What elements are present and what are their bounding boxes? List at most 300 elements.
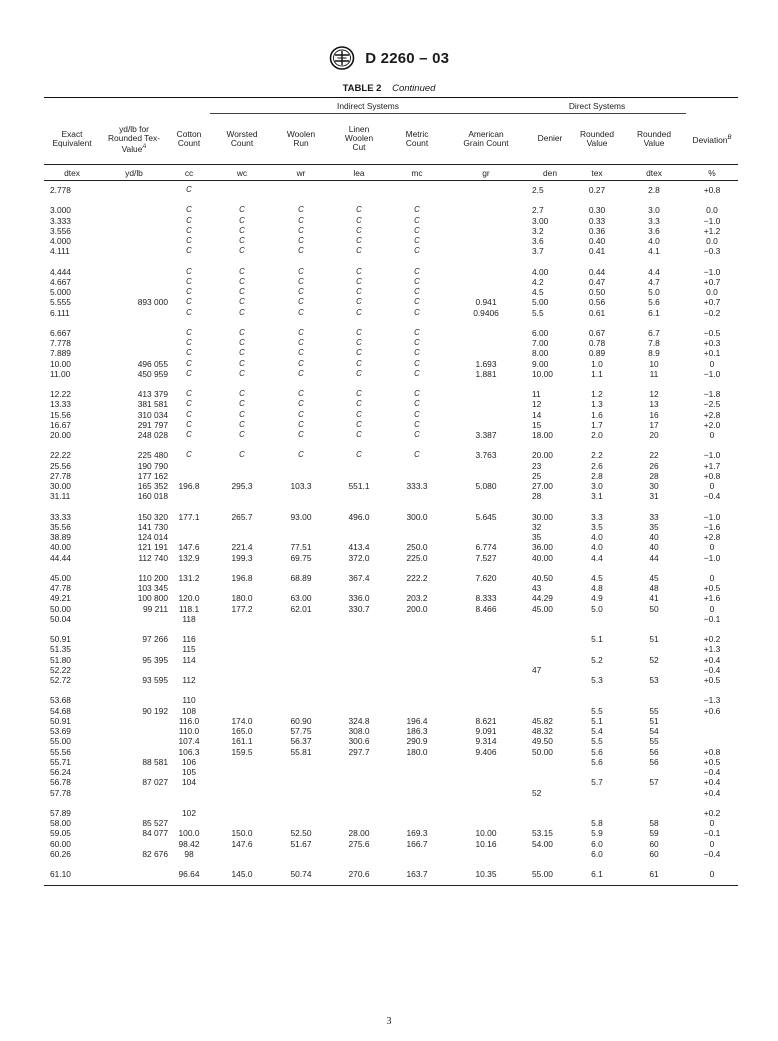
table-cell-den: 23 <box>532 460 542 471</box>
table-cell-den: 28 <box>532 491 542 502</box>
unit-label-tex: tex <box>591 168 603 178</box>
table-cell-dtex_exact: 58.00 <box>50 818 71 828</box>
table-cell-dtex_exact: 33.33 <box>50 511 71 522</box>
table-cell-lea: 330.7 <box>348 603 370 614</box>
table-cell-lea: 324.8 <box>348 715 370 726</box>
column-header-cc <box>168 130 210 148</box>
column-header-text: Cotton <box>176 129 202 139</box>
table-cell-tex: 0.89 <box>588 348 606 359</box>
table-cell-dtex_exact: 53.68 <box>50 695 71 706</box>
table-cell-dtex_exact: 38.89 <box>50 532 71 542</box>
table-cell-dev: 0.0 <box>706 205 718 216</box>
table-cell-dev: +0.6 <box>703 705 721 716</box>
column-header-tex <box>572 130 622 148</box>
table-cell-dtex_r: 54 <box>649 726 659 736</box>
table-cell-lea: C <box>356 287 362 296</box>
table-cell-cc: 115 <box>182 644 196 655</box>
table-cell-cc: C <box>186 399 192 409</box>
table-cell-wr: 57.75 <box>290 726 312 736</box>
table-cell-wr: C <box>298 430 304 439</box>
table-cell-lea: C <box>356 419 362 429</box>
table-cell-dev: 0 <box>709 869 715 879</box>
table-cell-wc: 265.7 <box>231 511 253 522</box>
table-cell-cc: 96.64 <box>178 869 200 879</box>
table-cell-lea: C <box>356 205 362 215</box>
table-cell-wc: 221.4 <box>231 542 253 553</box>
table-bottom-rule <box>44 885 738 886</box>
table-cell-tex: 1.1 <box>591 368 603 379</box>
table-cell-dev: +0.3 <box>703 338 721 348</box>
table-cell-tex: 3.3 <box>591 511 603 522</box>
table-cell-mc: C <box>414 205 420 215</box>
table-cell-cc: C <box>186 215 192 225</box>
table-cell-dev: −1.6 <box>703 521 721 532</box>
table-cell-dtex_exact: 2.778 <box>50 185 71 195</box>
table-cell-dev: 0 <box>709 430 715 440</box>
table-cell-den: 3.00 <box>532 215 549 226</box>
table-cell-dev: −1.0 <box>703 450 721 461</box>
table-cell-cc: C <box>186 276 192 286</box>
table-cell-wc: C <box>239 399 245 409</box>
table-cell-mc: 163.7 <box>406 869 428 879</box>
table-cell-tex: 4.8 <box>591 583 603 593</box>
table-cell-ydlb: 87 027 <box>142 777 168 788</box>
table-cell-den: 2.7 <box>532 205 544 216</box>
table-cell-dtex_r: 60 <box>649 838 659 849</box>
table-cell-tex: 4.0 <box>591 542 603 553</box>
table-cell-lea: C <box>356 307 362 317</box>
table-cell-den: 44.29 <box>532 593 553 604</box>
table-cell-dtex_r: 3.0 <box>648 205 660 216</box>
table-cell-dev: +0.5 <box>703 756 721 767</box>
table-cell-mc: C <box>414 297 420 307</box>
table-cell-dev: +2.0 <box>703 419 721 430</box>
table-cell-dtex_r: 20 <box>649 430 659 440</box>
table-cell-wc: C <box>239 327 245 337</box>
table-cell-dtex_exact: 4.667 <box>50 276 71 287</box>
table-cell-tex: 4.4 <box>591 552 603 563</box>
column-header-text: yd/lb for <box>119 124 149 134</box>
table-cell-dtex_r: 55 <box>649 736 659 747</box>
table-cell-dtex_exact: 6.667 <box>50 327 71 338</box>
table-cell-dtex_r: 6.7 <box>648 327 660 338</box>
table-cell-dev: +0.5 <box>703 675 721 685</box>
footnote-marker: B <box>727 135 732 141</box>
table-cell-tex: 5.4 <box>591 726 603 736</box>
table-cell-mc: 166.7 <box>406 838 428 849</box>
table-cell-lea: 336.0 <box>348 593 370 604</box>
table-cell-lea: C <box>356 348 362 358</box>
table-cell-dtex_r: 48 <box>649 583 659 593</box>
table-cell-dev: −0.2 <box>703 307 721 318</box>
table-cell-mc: C <box>414 338 420 347</box>
table-cell-dtex_r: 51 <box>649 634 659 644</box>
table-cell-lea: 275.6 <box>348 838 370 849</box>
table-cell-den: 52 <box>532 787 542 798</box>
column-header-den <box>528 134 572 143</box>
table-cell-dtex_exact: 50.00 <box>50 603 71 614</box>
column-header-text: Cut <box>352 142 366 153</box>
table-cell-ydlb: 496 055 <box>137 358 168 369</box>
table-cell-dtex_r: 17 <box>649 419 659 430</box>
table-cell-cc: C <box>186 409 192 419</box>
table-cell-gr: 7.620 <box>475 572 497 583</box>
footnote-marker: A <box>142 144 147 151</box>
table-cell-dtex_r: 3.6 <box>648 225 660 236</box>
table-cell-gr: 10.16 <box>475 838 497 849</box>
direct-systems-header: Direct Systems <box>568 101 626 111</box>
table-cell-lea: 300.6 <box>348 736 370 747</box>
table-cell-den: 55.00 <box>532 869 553 879</box>
unit-label-dev: % <box>708 168 716 178</box>
table-cell-tex: 5.1 <box>591 715 603 726</box>
table-cell-mc: C <box>414 246 420 256</box>
table-cell-dtex_exact: 51.80 <box>50 654 71 665</box>
table-cell-dtex_r: 51 <box>649 715 659 726</box>
table-cell-dev: +0.4 <box>703 654 721 665</box>
table-cell-dtex_r: 26 <box>649 460 659 471</box>
table-cell-dtex_r: 8.9 <box>648 348 660 359</box>
table-cell-wc: C <box>239 409 245 419</box>
table-cell-dev: −2.5 <box>703 399 721 410</box>
table-cell-dtex_r: 4.4 <box>648 266 660 277</box>
table-cell-lea: 270.6 <box>348 869 370 879</box>
table-cell-wc: C <box>239 276 245 286</box>
table-cell-dtex_exact: 50.04 <box>50 613 71 624</box>
table-cell-lea: 496.0 <box>348 511 370 522</box>
table-cell-gr: 10.00 <box>475 828 497 839</box>
table-cell-ydlb: 99 211 <box>143 603 168 614</box>
document-header <box>0 46 778 70</box>
table-cell-ydlb: 225 480 <box>137 450 168 461</box>
table-cell-den: 18.00 <box>532 430 553 440</box>
table-cell-wr: C <box>298 368 304 378</box>
table-cell-dtex_exact: 57.78 <box>50 787 71 798</box>
table-cell-cc: 104 <box>182 777 196 788</box>
table-cell-wc: C <box>239 430 245 439</box>
table-cell-dtex_exact: 54.68 <box>50 705 71 716</box>
table-cell-tex: 4.0 <box>591 532 603 542</box>
table-cell-den: 5.00 <box>532 297 549 308</box>
table-cell-dtex_r: 53 <box>649 675 659 685</box>
table-cell-wr: 56.37 <box>290 736 312 747</box>
table-cell-cc: C <box>186 266 192 276</box>
table-cell-dev: +0.8 <box>703 746 721 757</box>
table-cell-dtex_exact: 5.000 <box>50 287 71 297</box>
table-cell-gr: 3.387 <box>475 430 497 440</box>
table-cell-mc: C <box>414 348 420 358</box>
column-header-wc <box>210 130 274 148</box>
table-cell-wr: 69.75 <box>290 552 312 563</box>
table-cell-dev: −1.8 <box>703 389 721 399</box>
table-cell-den: 35 <box>532 532 542 542</box>
table-cell-lea: 297.7 <box>348 746 370 757</box>
column-header-text: Count <box>405 138 429 149</box>
table-cell-wc: C <box>239 358 245 368</box>
table-cell-wr: C <box>298 297 304 307</box>
table-cell-mc: C <box>414 307 420 317</box>
table-cell-cc: 110 <box>182 695 196 706</box>
table-cell-mc: 203.2 <box>406 593 428 604</box>
table-cell-dev: +0.2 <box>703 807 721 818</box>
table-cell-dtex_r: 2.8 <box>648 185 660 195</box>
table-cell-ydlb: 93 595 <box>142 675 168 685</box>
table-cell-cc: C <box>186 205 192 215</box>
table-cell-den: 30.00 <box>532 511 553 522</box>
table-cell-cc: C <box>186 307 192 317</box>
table-cell-tex: 2.0 <box>591 430 603 440</box>
table-cell-wc: 165.0 <box>231 726 253 736</box>
table-cell-cc: 112 <box>182 675 196 685</box>
table-cell-den: 14 <box>532 409 542 420</box>
table-cell-dtex_r: 52 <box>649 654 659 665</box>
unit-label-wc: wc <box>236 168 248 178</box>
table-cell-gr: 9.091 <box>475 726 497 736</box>
table-cell-wr: C <box>298 338 304 347</box>
table-cell-den: 49.50 <box>532 736 553 747</box>
table-cell-lea: C <box>356 215 362 225</box>
table-cell-dtex_r: 44 <box>649 552 659 563</box>
table-cell-ydlb: 141 730 <box>137 521 168 532</box>
table-cell-dtex_exact: 4.000 <box>50 236 71 246</box>
table-cell-tex: 4.9 <box>591 593 603 604</box>
table-cell-tex: 5.0 <box>591 603 603 614</box>
table-cell-dtex_exact: 6.111 <box>50 307 70 318</box>
table-cell-den: 7.00 <box>532 338 549 348</box>
table-cell-wc: 174.0 <box>231 715 253 726</box>
table-cell-dtex_r: 10 <box>649 358 659 369</box>
table-cell-ydlb: 95 395 <box>142 654 168 665</box>
table-cell-gr: 6.774 <box>475 542 497 553</box>
column-header-text: Woolen <box>286 129 316 139</box>
table-cell-dtex_exact: 10.00 <box>50 358 71 369</box>
table-cell-dtex_r: 11 <box>649 368 659 379</box>
table-cell-cc: C <box>186 225 192 235</box>
table-cell-dev: −1.0 <box>703 215 721 226</box>
table-cell-dev: +1.2 <box>703 225 721 236</box>
table-cell-lea: C <box>356 450 362 460</box>
table-cell-dtex_exact: 20.00 <box>50 430 71 440</box>
table-cell-dtex_r: 7.8 <box>648 338 660 348</box>
table-cell-gr: 0.941 <box>475 297 497 308</box>
table-cell-tex: 0.47 <box>588 276 606 287</box>
indirect-systems-rule <box>210 113 528 114</box>
table-cell-dtex_r: 28 <box>649 470 659 481</box>
table-cell-dtex_r: 5.6 <box>648 297 660 308</box>
table-cell-dtex_r: 41 <box>649 593 659 604</box>
table-cell-dtex_r: 40 <box>649 542 659 553</box>
table-cell-wc: C <box>239 307 245 317</box>
table-cell-dtex_exact: 55.00 <box>50 736 71 747</box>
table-cell-dtex_exact: 51.35 <box>50 644 71 655</box>
column-header-text: Worsted <box>226 129 258 139</box>
table-cell-tex: 0.67 <box>588 327 606 338</box>
table-cell-wr: C <box>298 358 304 368</box>
table-cell-ydlb: 893 000 <box>137 297 168 308</box>
table-cell-lea: C <box>356 327 362 337</box>
table-cell-dev: −0.4 <box>703 848 721 859</box>
table-cell-dtex_r: 13 <box>649 399 659 410</box>
table-cell-wr: C <box>298 409 304 419</box>
table-cell-cc: C <box>186 450 192 460</box>
table-cell-dtex_r: 45 <box>649 572 659 583</box>
table-cell-cc: 118.1 <box>178 603 200 614</box>
table-cell-den: 8.00 <box>532 348 549 359</box>
table-cell-wr: 103.3 <box>290 481 312 491</box>
table-cell-tex: 5.1 <box>591 634 603 644</box>
table-cell-wr: 68.89 <box>290 572 312 583</box>
table-cell-wc: 199.3 <box>231 552 253 563</box>
table-cell-dev: 0 <box>709 572 715 583</box>
table-cell-dev: +1.6 <box>703 593 721 604</box>
table-cell-mc: C <box>414 430 420 439</box>
table-cell-dev: −0.1 <box>703 613 721 624</box>
table-cell-cc: 116.0 <box>178 715 200 726</box>
column-header-gr <box>444 130 528 148</box>
table-cell-lea: C <box>356 338 362 347</box>
table-cell-den: 50.00 <box>532 746 553 757</box>
table-cell-den: 40.00 <box>532 552 553 563</box>
table-cell-wc: C <box>239 338 245 347</box>
units-divider <box>44 180 738 181</box>
column-header-text: Exact <box>61 129 83 139</box>
table-cell-lea: C <box>356 266 362 276</box>
table-cell-mc: 196.4 <box>406 715 428 726</box>
table-cell-ydlb: 124 014 <box>137 532 168 542</box>
column-header-dtex_r <box>622 130 686 148</box>
table-cell-mc: C <box>414 225 420 235</box>
table-cell-gr: 5.080 <box>475 481 497 491</box>
table-cell-tex: 6.1 <box>591 869 603 879</box>
table-cell-wr: C <box>298 246 304 256</box>
column-header-text: Deviation <box>692 134 728 145</box>
table-cell-tex: 2.6 <box>591 460 603 471</box>
column-header-line <box>328 143 390 152</box>
table-cell-den: 12 <box>532 399 542 410</box>
table-cell-dtex_exact: 3.556 <box>50 225 71 236</box>
table-cell-dev: −0.4 <box>703 491 721 502</box>
table-cell-dtex_exact: 3.333 <box>50 215 71 226</box>
column-header-text: American <box>468 129 504 139</box>
table-cell-wr: C <box>298 205 304 215</box>
column-header-dtex_exact <box>44 130 100 148</box>
table-cell-cc: 132.9 <box>178 552 200 563</box>
column-header-dev <box>686 134 738 145</box>
table-cell-den: 53.15 <box>532 828 553 839</box>
table-cell-ydlb: 248 028 <box>137 430 168 440</box>
table-cell-den: 27.00 <box>532 481 553 491</box>
table-cell-lea: C <box>356 358 362 368</box>
table-continued-label: Continued <box>392 83 436 94</box>
column-header-text: Rounded <box>580 129 614 139</box>
table-cell-dev: −0.1 <box>703 828 721 839</box>
table-cell-dtex_r: 3.3 <box>648 215 660 226</box>
table-cell-mc: C <box>414 215 420 225</box>
table-cell-gr: 8.621 <box>475 715 497 726</box>
table-cell-wc: C <box>239 389 245 398</box>
table-cell-dev: 0 <box>709 481 715 491</box>
table-cell-dtex_exact: 57.89 <box>50 807 71 818</box>
table-cell-wc: C <box>239 225 245 235</box>
table-cell-wr: C <box>298 266 304 276</box>
table-cell-wc: 145.0 <box>231 869 253 879</box>
table-cell-dtex_r: 16 <box>649 409 659 420</box>
table-cell-den: 3.7 <box>532 246 544 257</box>
table-cell-cc: C <box>186 297 192 307</box>
table-cell-dev: +1.7 <box>703 460 721 471</box>
document-id: D 2260 – 03 <box>365 49 450 67</box>
table-cell-dtex_r: 55 <box>649 705 659 716</box>
table-cell-mc: 186.3 <box>406 726 428 736</box>
table-cell-wr: C <box>298 450 304 460</box>
table-cell-ydlb: 100 800 <box>137 593 168 604</box>
table-cell-gr: 5.645 <box>475 511 497 522</box>
table-cell-wc: C <box>239 368 245 378</box>
unit-label-den: den <box>543 168 557 178</box>
table-cell-dev: +0.7 <box>703 297 721 308</box>
table-cell-den: 47 <box>532 664 542 675</box>
column-header-text: Equivalent <box>52 138 92 149</box>
table-cell-mc: 333.3 <box>406 481 428 491</box>
table-cell-dtex_r: 4.7 <box>648 276 660 287</box>
table-cell-dev: −1.0 <box>703 552 721 563</box>
table-cell-wr: 51.67 <box>290 838 312 849</box>
table-cell-dtex_exact: 49.21 <box>50 593 71 604</box>
table-cell-dtex_r: 30 <box>649 481 659 491</box>
table-cell-dtex_r: 61 <box>649 869 659 879</box>
table-cell-dtex_exact: 52.72 <box>50 675 71 685</box>
table-cell-mc: 290.9 <box>406 736 428 747</box>
column-header-mc <box>390 130 444 148</box>
table-cell-dtex_r: 35 <box>649 521 659 532</box>
table-cell-tex: 0.33 <box>588 215 606 226</box>
table-cell-cc: 116 <box>182 634 196 644</box>
astm-logo-icon <box>329 46 355 70</box>
table-cell-tex: 2.8 <box>591 470 603 481</box>
table-cell-gr: 0.9406 <box>473 307 499 318</box>
table-cell-dev: 0 <box>709 358 715 369</box>
table-cell-wr: C <box>298 327 304 337</box>
table-cell-tex: 1.2 <box>591 389 603 399</box>
table-cell-dev: +0.1 <box>703 348 721 359</box>
table-cell-lea: C <box>356 225 362 235</box>
table-cell-mc: C <box>414 409 420 419</box>
table-cell-wc: 150.0 <box>231 828 253 839</box>
table-cell-cc: 98.42 <box>178 838 200 849</box>
table-cell-gr: 9.406 <box>475 746 497 757</box>
table-cell-den: 48.32 <box>532 726 553 736</box>
table-cell-dev: +1.3 <box>703 644 721 655</box>
column-header-text: Rounded <box>637 129 671 139</box>
table-cell-mc: 222.2 <box>406 572 428 583</box>
table-cell-mc: C <box>414 450 420 460</box>
table-cell-den: 2.5 <box>532 185 544 195</box>
table-cell-dev: +2.8 <box>703 409 721 420</box>
table-cell-tex: 0.36 <box>588 225 606 236</box>
table-cell-tex: 0.61 <box>588 307 606 318</box>
table-cell-ydlb: 381 581 <box>137 399 168 410</box>
table-cell-dtex_r: 57 <box>649 777 659 788</box>
table-cell-dtex_exact: 56.78 <box>50 777 71 788</box>
table-cell-wc: 180.0 <box>231 593 253 604</box>
table-cell-lea: C <box>356 276 362 286</box>
table-cell-dtex_exact: 40.00 <box>50 542 71 553</box>
table-cell-dtex_exact: 7.889 <box>50 348 71 359</box>
table-cell-tex: 1.7 <box>591 419 603 430</box>
column-header-text: Run <box>293 138 309 149</box>
column-header-line <box>622 139 686 148</box>
table-cell-cc: 131.2 <box>178 572 200 583</box>
